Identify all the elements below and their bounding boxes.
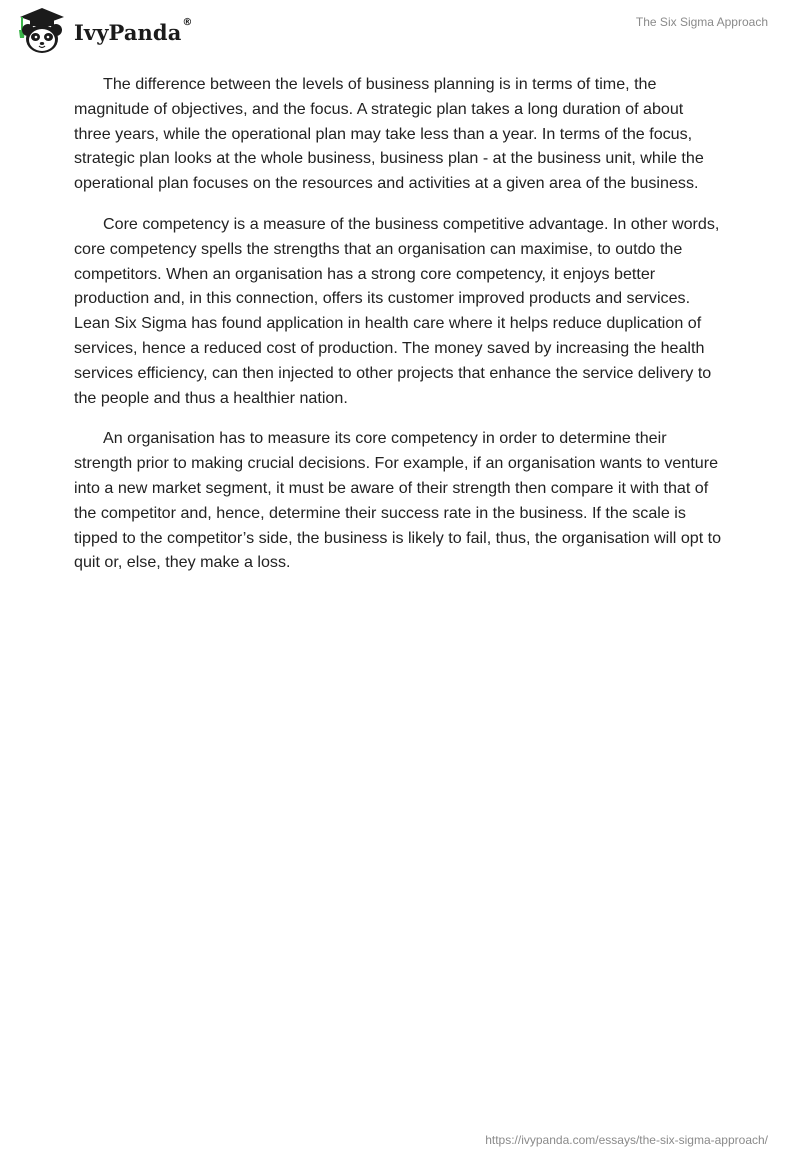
essay-body — [74, 72, 724, 591]
page-header — [0, 0, 800, 60]
document-title: The Six Sigma Approach — [635, 15, 768, 29]
paragraph-measuring-competency: An organisation has to measure its core competency in order to determine their strength prior to making crucial decisions. For example, if an organisation wants to venture into a new market segment, it must be aware of their strength then compare it with that of the competitor and, hence, determine their success rate in the business. If the scale is tipped to the competitor’s side, the business is likely to fail, thus, the organisation will opt to quit or, else, they make a loss. — [74, 429, 722, 572]
paragraph-planning-levels: The difference between the levels of business planning is in terms of time, the magnitude of objectives, and the focus. A strategic plan takes a long duration of about three years, while the operational plan may take less than a year. In terms of the focus, strategic plan looks at the whole business, business plan - at the business unit, while the operational plan focuses on the resources and activities at a given area of the business. — [74, 75, 704, 193]
ivypanda-logo[interactable] — [16, 6, 192, 56]
registered-mark: ® — [182, 16, 193, 28]
paragraph-core-competency: Core competency is a measure of the business competitive advantage. In other words, core competency spells the strengths that an organisation can maximise, to outdo the competitors. When an organisation has a strong core competency, it enjoys better production and, in this connection, offers its customer improved products and services. Lean Six Sigma has found application in health care where it helps reduce duplication of services, hence a reduced cost of production. The money saved by increasing the health services efficiency, can then injected to other projects that enhance the service delivery to the people and thus a healthier nation. — [74, 214, 720, 407]
panda-graduation-cap-icon — [16, 6, 68, 56]
source-url[interactable]: https://ivypanda.com/essays/the-six-sigma-approach/ — [485, 1133, 768, 1147]
brand-name: IvyPanda — [74, 19, 182, 45]
